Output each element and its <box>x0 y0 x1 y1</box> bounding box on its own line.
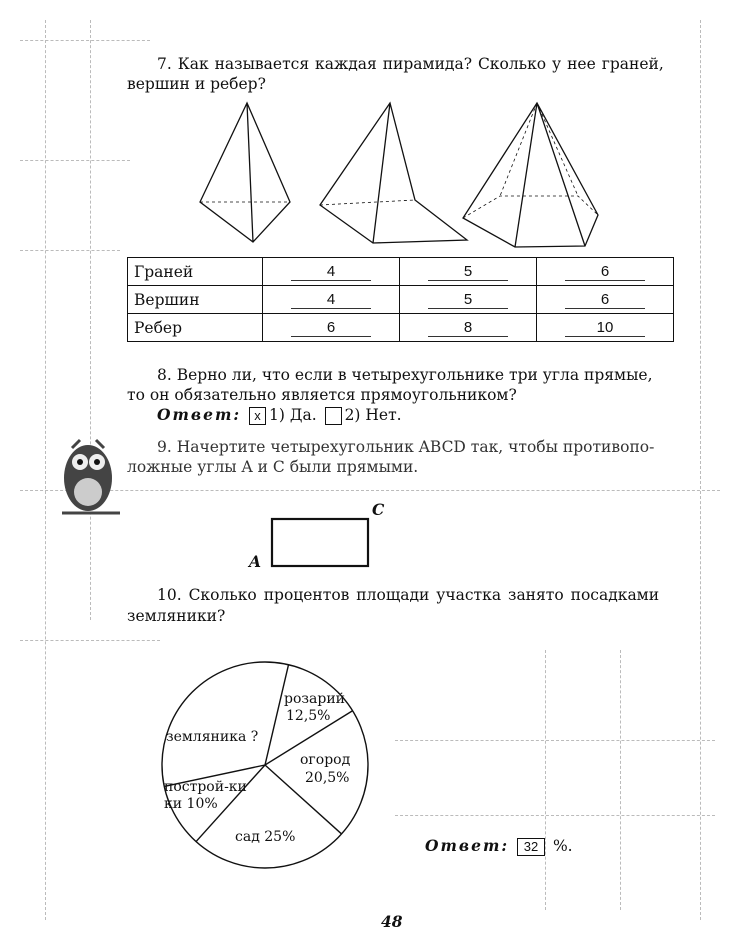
answer-cell[interactable]: 4 <box>291 291 371 309</box>
pyramid-triangular <box>200 103 290 242</box>
option1-label: 1) Да. <box>269 406 317 424</box>
q7-text-line2: вершин и ребер? <box>127 75 266 93</box>
answer-cell[interactable]: 8 <box>428 319 508 337</box>
slice-value-buildings: ки 10% <box>164 796 218 812</box>
q10-text-line2: земляники? <box>127 607 226 625</box>
owl-icon <box>62 440 120 513</box>
option2-checkbox[interactable] <box>325 407 342 425</box>
slice-label-buildings: построй-ки <box>164 779 247 795</box>
pyramid-table <box>127 257 674 342</box>
row-label: Ребер <box>128 314 263 342</box>
slice-label-strawberry: земляника ? <box>166 729 259 745</box>
q7-text-line1: 7. Как называется каждая пирамида? Сколько у нее граней, <box>157 55 664 73</box>
q9-text-line1: 9. Начертите четырехугольник ABCD так, чтобы противопо- <box>157 438 655 456</box>
rectangle-abcd <box>272 519 368 566</box>
option1-checkbox[interactable]: x <box>249 407 266 425</box>
answer-cell[interactable]: 6 <box>565 263 645 281</box>
pie-slice-divider <box>265 665 289 765</box>
option2-label: 2) Нет. <box>344 406 402 424</box>
answer-input[interactable]: 32 <box>517 838 545 856</box>
answer-cell[interactable]: 5 <box>428 263 508 281</box>
slice-value-rose: 12,5% <box>286 708 331 724</box>
q10-text-line1: 10. Сколько процентов площади участка занято посадками <box>157 586 660 604</box>
vertex-c-label: C <box>372 500 385 519</box>
q9-text-line2: ложные углы A и C были прямыми. <box>127 458 419 476</box>
slice-label-garden: огород <box>300 752 351 768</box>
q8-text-line1: 8. Верно ли, что если в четырехугольнике три угла прямые, <box>157 366 653 384</box>
pyramid-pentagonal <box>463 103 598 247</box>
slice-value-garden: 20,5% <box>305 770 350 786</box>
answer-cell[interactable]: 5 <box>428 291 508 309</box>
q10-answer <box>425 836 573 856</box>
slice-label-rose: розарий <box>284 691 345 707</box>
vertex-a-label: A <box>249 552 262 571</box>
answer-cell[interactable]: 10 <box>565 319 645 337</box>
slice-label-orchard: сад 25% <box>235 829 296 845</box>
q8-text-line2: то он обязательно является прямоугольником? <box>127 386 517 404</box>
q8-answer <box>157 405 402 425</box>
answer-cell[interactable]: 4 <box>291 263 371 281</box>
answer-cell[interactable]: 6 <box>565 291 645 309</box>
pyramid-quadrilateral <box>320 103 467 243</box>
page-number: 48 <box>381 912 403 931</box>
answer-label: Ответ: <box>157 405 242 424</box>
answer-cell[interactable]: 6 <box>291 319 371 337</box>
answer-label: Ответ: <box>425 836 510 855</box>
row-label: Граней <box>128 258 263 286</box>
answer-unit: %. <box>552 837 573 855</box>
table-row <box>128 258 674 286</box>
table-row <box>128 314 674 342</box>
table-row <box>128 286 674 314</box>
row-label: Вершин <box>128 286 263 314</box>
